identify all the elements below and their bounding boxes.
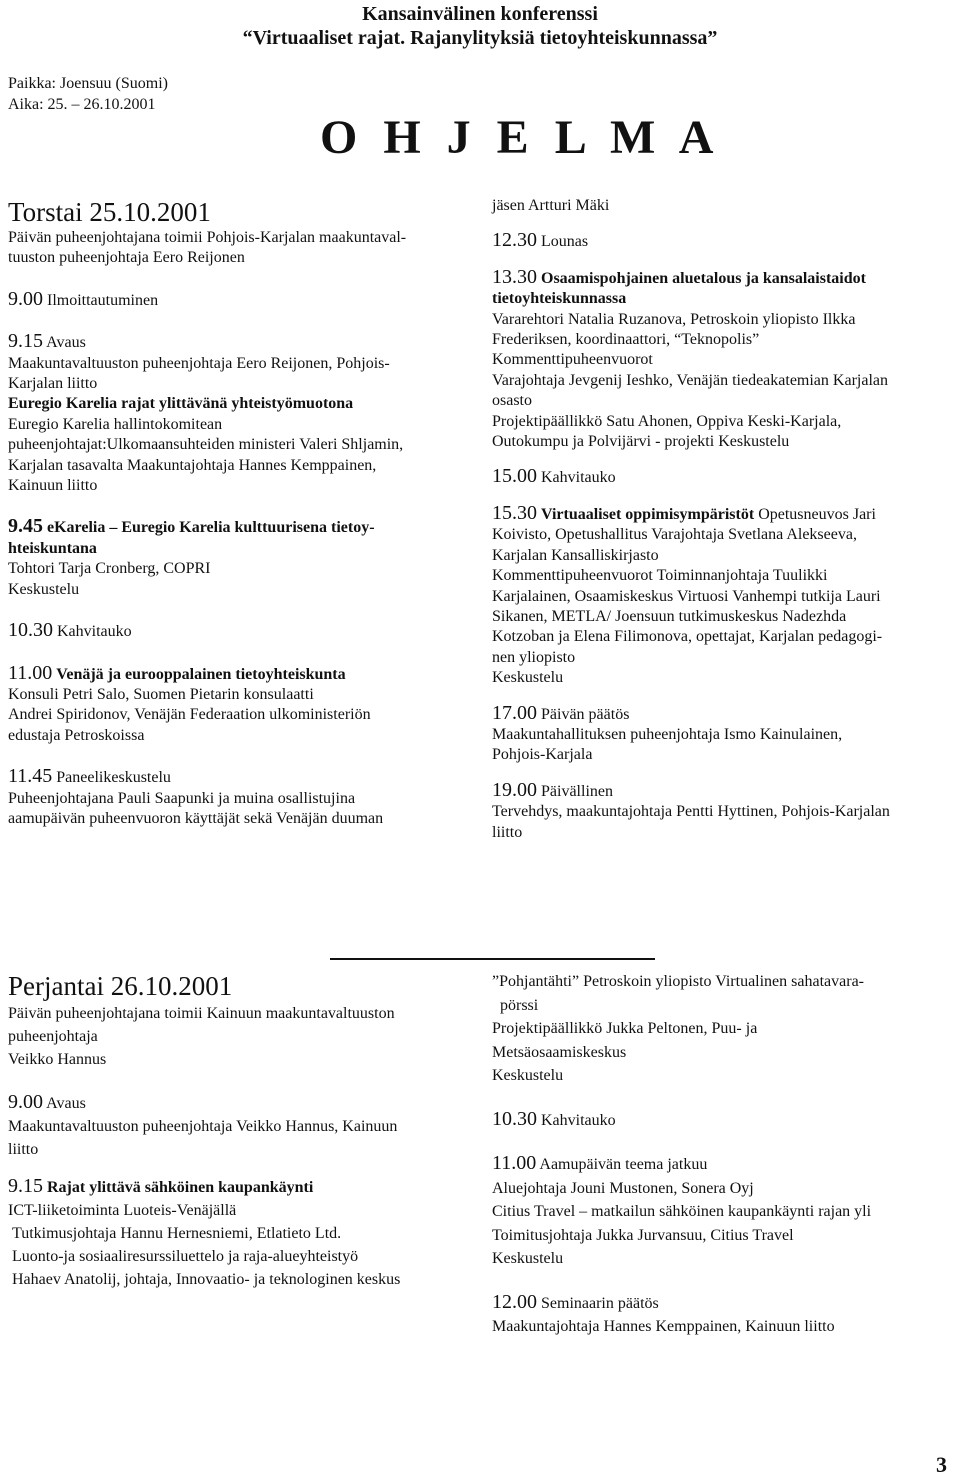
session-item [8, 766, 478, 788]
friday-chair-line: puheenjohtaja [8, 1028, 98, 1045]
session-line: Karjalan tasavalta Maakuntajohtaja Hannes Kemppainen, [8, 456, 377, 474]
session-line: aamupäivän puheenvuoron käyttäjät sekä Venäjän duuman [8, 809, 384, 827]
session-title: Virtuaaliset oppimisympäristöt [541, 505, 755, 523]
thursday-chair-line: Päivän puheenjohtajana toimii Pohjois-Karjalan maakuntaval- [8, 229, 407, 246]
session-line: Sikanen, METLA/ Joensuun tutkimuskeskus Nadezhda [492, 607, 847, 625]
session-line: Tutkimusjohtaja Hannu Hernesniemi, Etlatieto Ltd. [12, 1225, 342, 1242]
session-item [8, 663, 478, 685]
session-line: Koivisto, Opetushallitus Varajohtaja Svetlana Alekseeva, [492, 526, 857, 544]
session-line: Maakuntahallituksen puheenjohtaja Ismo Kainulainen, [492, 725, 843, 743]
session-item [8, 1091, 478, 1115]
thursday-heading: Torstai 25.10.2001 [8, 197, 211, 227]
session-time: 13.30 [492, 265, 537, 288]
session-line: Maakuntajohtaja Hannes Kemppainen, Kainuun liitto [492, 1318, 835, 1335]
session-line: ICT-liiketoiminta Luoteis-Venäjällä [8, 1202, 237, 1219]
session-time: 9.00 [8, 1091, 43, 1113]
event-place: Paikka: Joensuu (Suomi) [8, 75, 168, 92]
session-time: 12.30 [492, 229, 537, 252]
session-line: Opetusneuvos Jari [758, 505, 876, 523]
session-line: ”Pohjantähti” Petroskoin yliopisto Virtualinen sahatavara- [492, 973, 864, 990]
session-time: 12.00 [492, 1290, 537, 1313]
session-line: osasto [492, 392, 532, 410]
session-time: 10.30 [492, 1107, 537, 1130]
session-line: Varajohtaja Jevgenij Ieshko, Venäjän tiedeakatemian Karjalan [492, 371, 888, 389]
session-line: Keskustelu [492, 669, 564, 687]
session-time: 9.00 [8, 287, 43, 310]
session-item [8, 289, 478, 311]
session-line: Karjalan liitto [8, 375, 98, 393]
friday-chair-line: Veikko Hannus [8, 1051, 107, 1068]
session-line: Maakuntavaltuuston puheenjohtaja Eero Reijonen, Pohjois- [8, 354, 390, 372]
session-line: Kommenttipuheenvuorot Toiminnanjohtaja Tuulikki [492, 567, 828, 585]
session-line: Karjalan Kansalliskirjasto [492, 546, 659, 564]
thursday-left-column [8, 196, 478, 829]
session-time: 11.45 [8, 765, 53, 788]
session-title: Osaamispohjainen aluetalous ja kansalaistaidot [541, 269, 866, 287]
session-line: Kommenttipuheenvuorot [492, 351, 653, 369]
session-title: hteiskuntana [8, 539, 97, 557]
session-line: Tervehdys, maakuntajohtaja Pentti Hyttinen, Pohjois-Karjalan [492, 803, 890, 821]
session-title: Kahvitauko [541, 1111, 616, 1129]
session-line: Maakuntavaltuuston puheenjohtaja Veikko Hannus, Kainuun [8, 1118, 398, 1135]
section-divider [330, 958, 655, 960]
thursday-chair-line: tuuston puheenjohtaja Eero Reijonen [8, 249, 245, 267]
session-title: Paneelikeskustelu [56, 769, 171, 787]
session-item [492, 230, 954, 252]
session-item [492, 503, 954, 525]
session-title: eKarelia – Euregio Karelia kulttuurisena tietoy- [47, 519, 375, 537]
session-title: Ilmoittautuminen [47, 291, 159, 309]
session-item [492, 780, 954, 802]
session-title: Rajat ylittävä sähköinen kaupankäynti [47, 1179, 314, 1196]
session-item [492, 1152, 954, 1177]
session-line: liitto [492, 823, 523, 841]
session-line: Toimitusjohtaja Jukka Jurvansuu, Citius Travel [492, 1226, 794, 1244]
session-title: Avaus [46, 334, 86, 352]
session-line: Kainuun liitto [8, 477, 98, 495]
session-line: Keskustelu [492, 1250, 564, 1267]
session-line: nen yliopisto [492, 648, 576, 666]
session-line: Vararehtori Natalia Ruzanova, Petroskoin yliopisto Ilkka [492, 310, 856, 328]
friday-heading: Perjantai 26.10.2001 [8, 971, 233, 1001]
session-line: Keskustelu [492, 1067, 564, 1084]
session-line: pörssi [500, 996, 539, 1014]
session-title: Venäjä ja eurooppalainen tietoyhteiskunta [56, 665, 346, 683]
friday-right-column [492, 970, 954, 1339]
session-line: edustaja Petroskoissa [8, 726, 145, 744]
session-line: Keskustelu [8, 580, 80, 598]
session-time: 10.30 [8, 619, 53, 642]
session-line: Kotzoban ja Elena Filimonova, opettajat, Karjalan pedagogi- [492, 628, 883, 646]
session-title: Seminaarin päätös [541, 1294, 659, 1312]
session-line: Konsuli Petri Salo, Suomen Pietarin konsulaatti [8, 685, 314, 703]
session-time: 9.15 [8, 330, 43, 353]
session-item [492, 267, 954, 289]
session-line: Euregio Karelia hallintokomitean [8, 415, 223, 433]
program-title: O H J E L M A [320, 111, 721, 164]
session-title: Lounas [541, 233, 589, 251]
session-line: Frederiksen, koordinaattori, “Teknopolis” [492, 331, 760, 349]
session-line: Projektipäällikkö Satu Ahonen, Oppiva Keski-Karjala, [492, 412, 842, 430]
session-line: Hahaev Anatolij, johtaja, Innovaatio- ja teknologinen keskus [12, 1271, 401, 1288]
session-title: Kahvitauko [541, 469, 616, 487]
session-line: jäsen Artturi Mäki [492, 197, 610, 214]
session-line: Luonto-ja sosiaaliresurssiluettelo ja raja-alueyhteistyö [12, 1248, 359, 1265]
event-time: Aika: 25. – 26.10.2001 [8, 96, 156, 113]
session-time: 15.30 [492, 501, 537, 524]
session-title: Päivän päätös [541, 705, 630, 723]
session-line: Karjalainen, Osaamiskeskus Virtuosi Vanhempi tutkija Lauri [492, 587, 881, 605]
session-time: 9.45 [8, 515, 43, 538]
thursday-right-column [492, 196, 954, 843]
page-number: 3 [936, 1452, 947, 1477]
session-title: Kahvitauko [57, 623, 132, 641]
session-line: Puheenjohtajana Pauli Saapunki ja muina osallistujina [8, 789, 356, 807]
conference-subtitle: “Virtuaaliset rajat. Rajanylityksiä tietoyhteiskunnassa” [242, 27, 718, 49]
session-item [492, 1108, 954, 1133]
session-title: Aamupäivän teema jatkuu [539, 1156, 708, 1173]
session-line: Projektipäällikkö Jukka Peltonen, Puu- ja [492, 1020, 758, 1037]
session-subtitle: Euregio Karelia rajat ylittävänä yhteistyömuotona [8, 395, 354, 413]
session-item [8, 620, 478, 642]
friday-left-column [8, 970, 478, 1291]
session-line: Andrei Spiridonov, Venäjän Federaation ulkoministeriön [8, 706, 371, 724]
conference-title: Kansainvälinen konferenssi [362, 3, 598, 25]
friday-chair-line: Päivän puheenjohtajana toimii Kainuun maakuntavaltuuston [8, 1005, 395, 1022]
session-time: 9.15 [8, 1175, 43, 1197]
session-item [492, 466, 954, 488]
session-time: 11.00 [8, 661, 53, 684]
session-title: Päivällinen [541, 782, 613, 800]
session-time: 15.00 [492, 465, 537, 488]
session-line: Metsäosaamiskeskus [492, 1043, 627, 1061]
session-time: 19.00 [492, 778, 537, 801]
session-line: Citius Travel – matkailun sähköinen kaupankäynti rajan yli [492, 1203, 872, 1220]
session-time: 17.00 [492, 701, 537, 724]
session-line: Outokumpu ja Polvijärvi - projekti Keskustelu [492, 433, 790, 451]
session-item [8, 516, 478, 538]
session-item [492, 1291, 954, 1316]
session-line: Aluejohtaja Jouni Mustonen, Sonera Oyj [492, 1179, 754, 1197]
session-time: 11.00 [492, 1152, 537, 1174]
session-item [8, 1175, 478, 1199]
session-line: Pohjois-Karjala [492, 746, 593, 764]
session-item [492, 703, 954, 725]
session-line: puheenjohtajat:Ulkomaansuhteiden ministeri Valeri Shljamin, [8, 436, 404, 454]
session-title: Avaus [46, 1095, 86, 1112]
session-item [8, 331, 478, 353]
session-line: Tohtori Tarja Cronberg, COPRI [8, 560, 211, 578]
session-line: liitto [8, 1141, 39, 1158]
session-title: tietoyhteiskunnassa [492, 290, 627, 308]
